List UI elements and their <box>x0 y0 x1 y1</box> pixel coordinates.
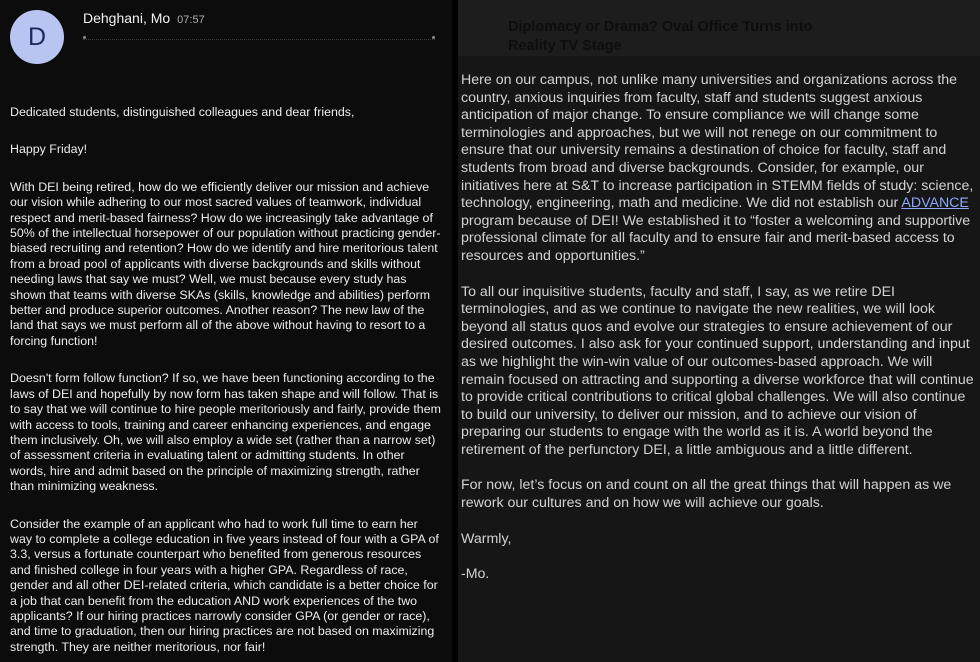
sender-avatar[interactable] <box>10 10 64 64</box>
email-salutation: Happy Friday! <box>10 142 88 157</box>
recipient-dots <box>83 28 85 37</box>
email-paragraph: Doesn't form follow function? If so, we have been functioning according to the laws of DEI and hopefully by now form has taken shape and will follow. That is to say that we will continue to hire people meritoriously and fairly, provide them with access to tools, training and career enhancing experiences, and engage them inclusively. Oh, we will also employ a wide set (rather than a narrow set) of assessment criteria in evaluating talent or admitting students. In other words, hire and admit based on the principle of maximizing strength, rather than minimizing weakness. <box>10 371 441 494</box>
recipient-dot-right <box>432 36 435 39</box>
email-greeting: Dedicated students, distinguished colleagues and dear friends, <box>10 105 355 119</box>
article-body <box>461 72 975 602</box>
email-header <box>83 10 205 26</box>
article-text: program because of DEI! We established it to “foster a welcoming and supportive professional climate for all faculty and to ensure fair and merit-based access to resources and opportunities.” <box>461 212 971 264</box>
article-paragraph: To all our inquisitive students, faculty and staff, I say, as we retire DEI terminologies, and as we continue to navigate the new realities, we will look beyond all status quos and evolve our strategies to ensure achievement of our desired outcomes. I also ask for your continued support, understanding and input as we highlight the win-win value of our outcomes-based approach. We will remain focused on attracting and supporting a diverse workforce that will continue to provide critical contributions to critical global challenges. We will also continue to build our university, to deliver our mission, and to achieve our vision of preparing our students to engage with the world as it is. A world beyond the retirement of the perfunctory DEI, a little ambiguous and a little different. <box>461 283 974 458</box>
article-header <box>458 0 980 56</box>
email-body <box>10 105 442 662</box>
advance-link[interactable]: ADVANCE <box>901 195 969 212</box>
email-paragraph: Consider the example of an applicant who had to work full time to earn her way to complete a college education in five years instead of four with a GPA of 3.3, versus a fortunate counterpart who benefited from generous resources and finished college in four years with a higher GPA. Regardless of race, gender and all other DEI-related criteria, which candidate is a better choice for a job that can benefit from the education AND work experiences of the two applicants? If our hiring practices narrowly consider GPA (or gender or race), and time to graduation, then our hiring practices are not based on maximizing strength. They are neither meritorious, nor fair! <box>10 516 439 654</box>
article-panel <box>458 0 980 662</box>
article-paragraph: For now, let’s focus on and count on all the great things that will happen as we rework our cultures and on how we will achieve our goals. <box>461 477 952 512</box>
email-time: 07:57 <box>177 14 205 26</box>
email-paragraph: With DEI being retired, how do we efficiently deliver our mission and achieve our vision while adhering to our most sacred values of teamwork, individual respect and merit-based fairness? How do we increasingly take advantage of 50% of the intellectual horsepower of our population without practicing gender-biased recruiting and retention? How do we identify and hire meritorious talent from a broad pool of applicants with diverse backgrounds and skills without needing laws that say we must? Well, we must because every study has shown that teams with diverse SKAs (skills, knowledge and abilities) perform better and produce superior outcomes. Another reason? The new law of the land that says we must perform all of the above without having to resort to a forcing function! <box>10 179 441 348</box>
article-signature: -Mo. <box>461 566 490 583</box>
article-paragraph <box>461 72 975 266</box>
sender-name[interactable]: Dehghani, Mo <box>83 10 171 26</box>
email-panel <box>0 0 452 662</box>
article-closing: Warmly, <box>461 530 512 547</box>
article-headline[interactable]: Diplomacy or Drama? Oval Office Turns into Reality TV Stage <box>508 19 813 54</box>
article-text: Here on our campus, not unlike many universities and organizations across the country, anxious inquiries from faculty, staff and students suggest anxious anticipation of major change. To ensure compliance we will change some terminologies and approaches, but we will not renege on our commitment to ensure that our university remains a destination of choice for faculty, staff and students from broad and diverse backgrounds. Consider, for example, our initiatives here at S&T to increase participation in STEMM fields of study: science, technology, engineering, math and medicine. We did not establish our <box>461 72 974 212</box>
recipient-line[interactable] <box>83 39 435 40</box>
avatar-letter: D <box>27 22 47 51</box>
